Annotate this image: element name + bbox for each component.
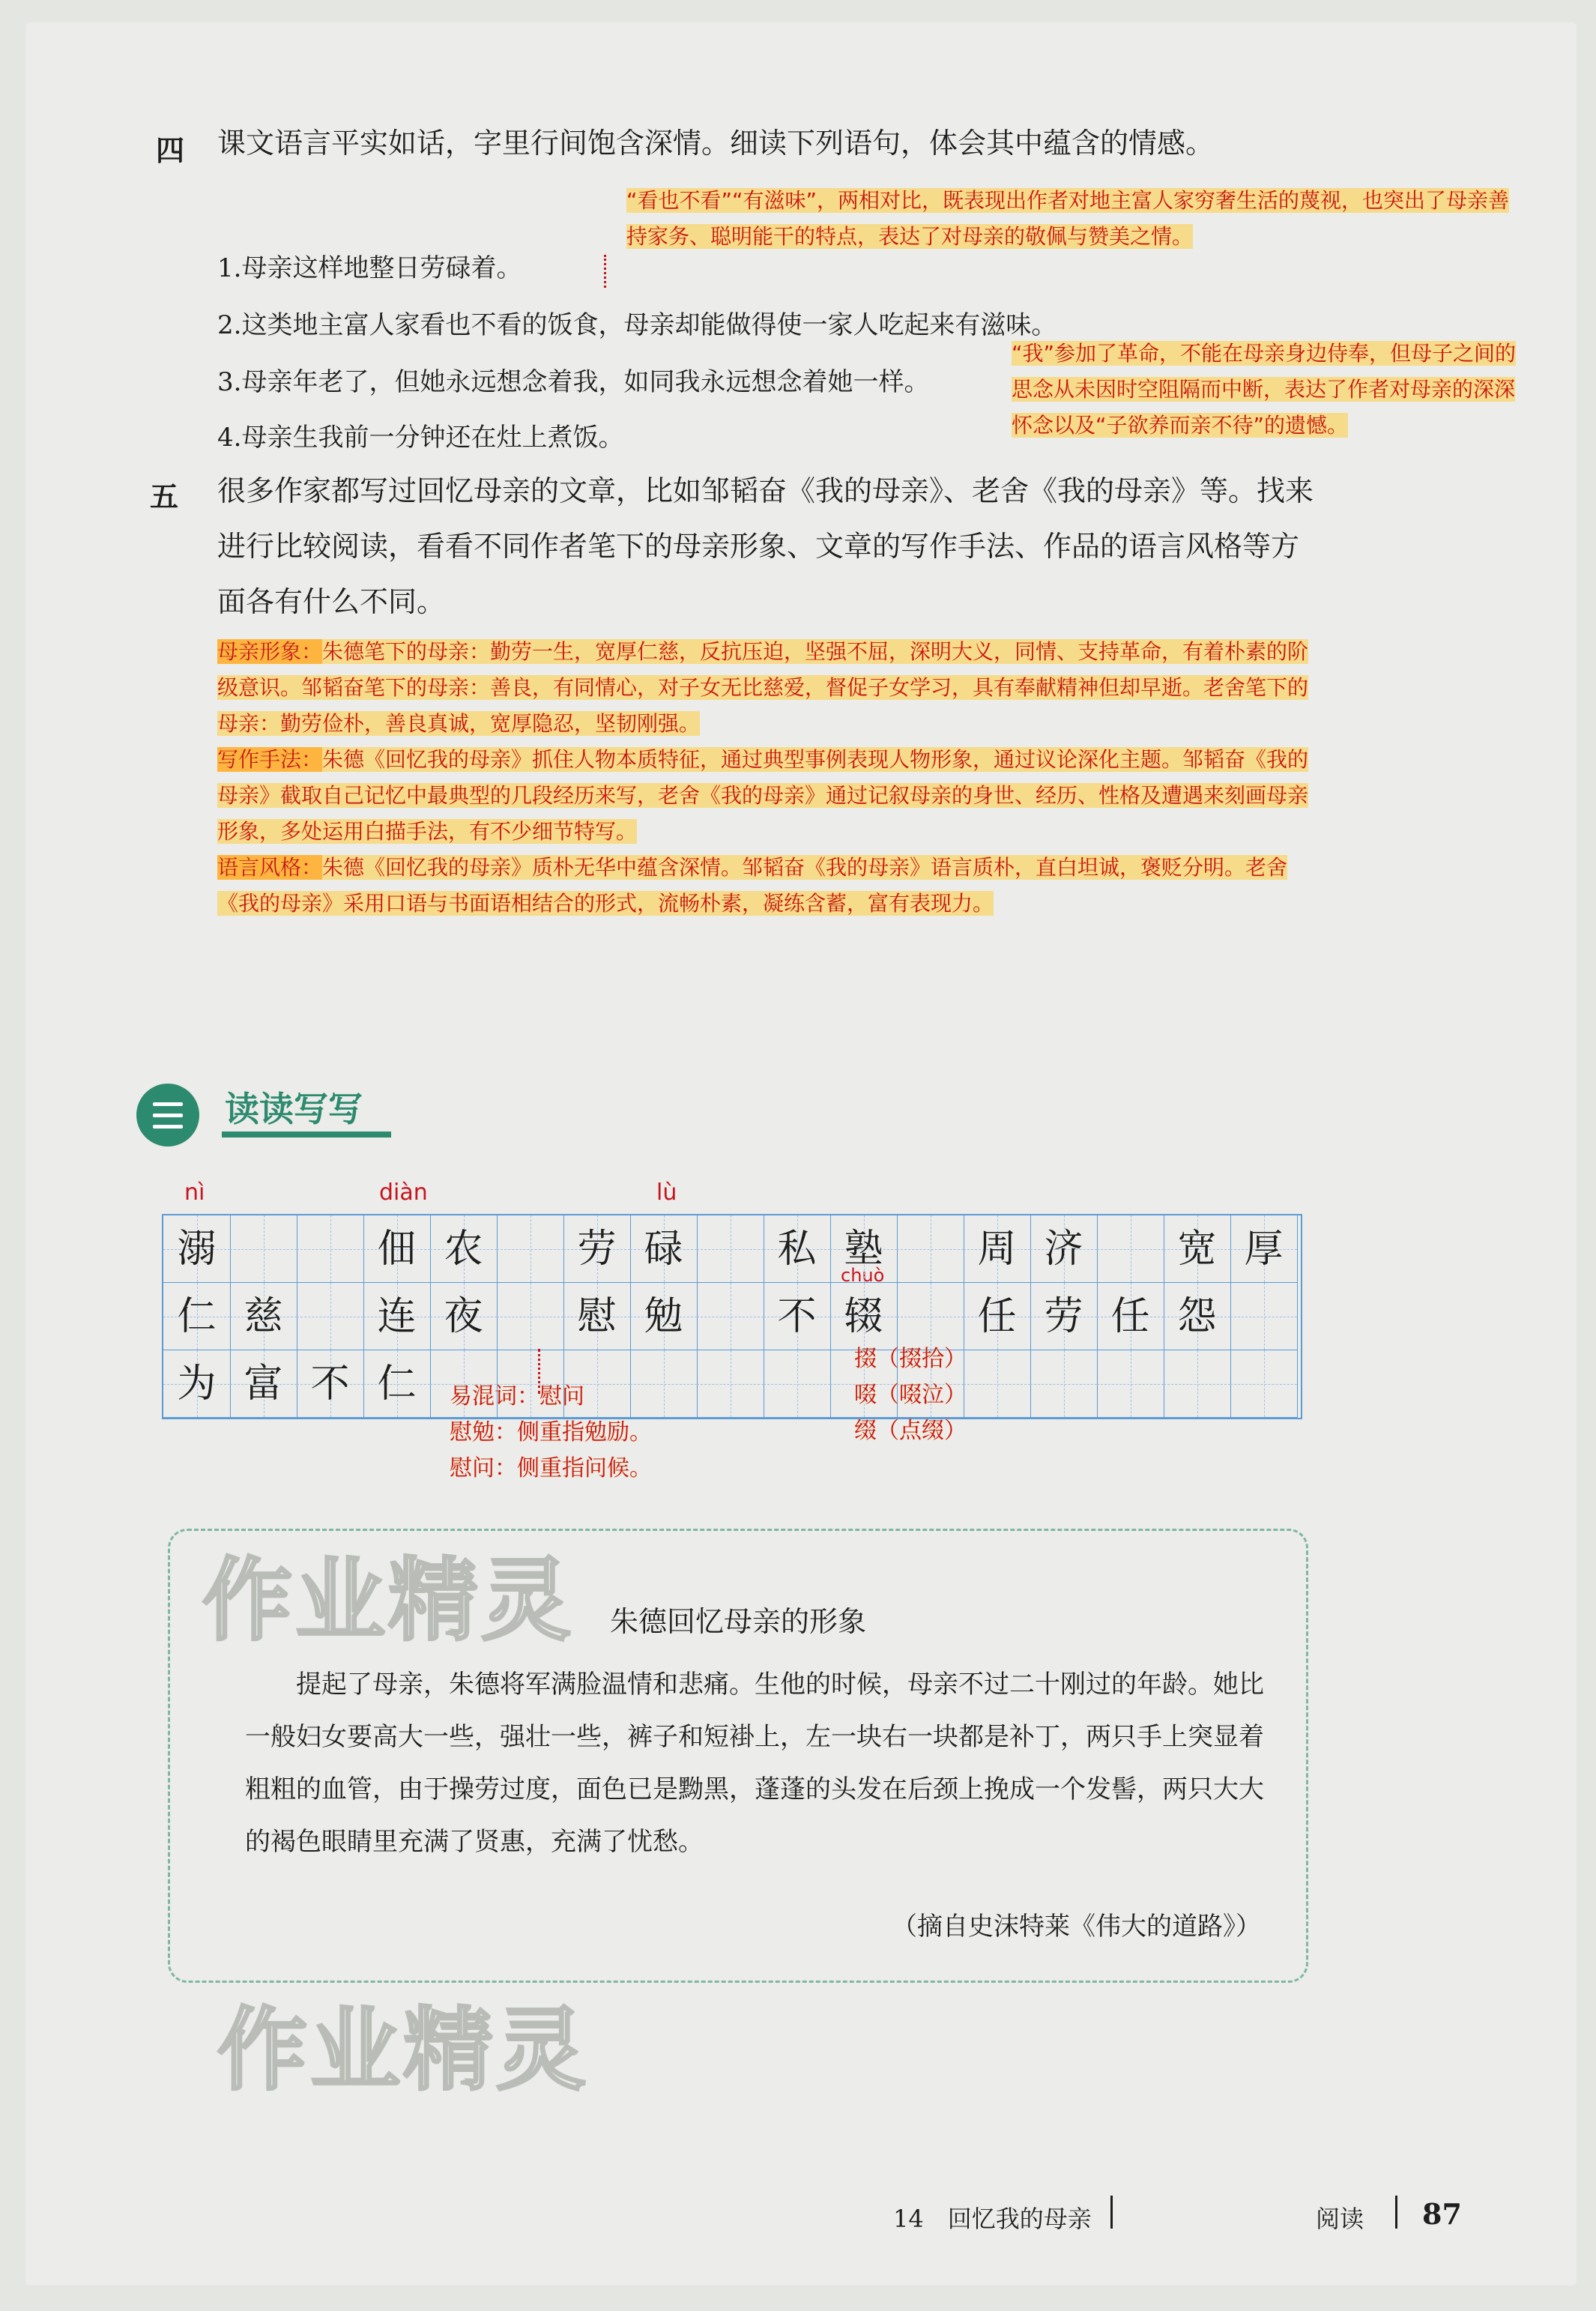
grid-character: 夜 — [444, 1294, 483, 1339]
grid-cell — [764, 1350, 831, 1418]
grid-character: 勉 — [644, 1294, 683, 1339]
question-5-text: 很多作家都写过回忆母亲的文章，比如邹韬奋《我的母亲》、老舍《我的母亲》等。找来进行比较阅读，看看不同作者笔下的母亲形象、文章的写作手法、作品的语言风格等方面各有什么不同。 — [217, 474, 1314, 618]
grid-character: 慈 — [244, 1294, 283, 1339]
grid-cell — [964, 1215, 1031, 1283]
grid-cell — [897, 1283, 964, 1350]
word-grid — [162, 1214, 1302, 1419]
grid-character: 劳 — [1044, 1294, 1083, 1339]
grid-character: 厚 — [1244, 1227, 1284, 1272]
section-title: 读读写写 — [225, 1089, 363, 1129]
grid-cell — [897, 1215, 964, 1283]
grid-cell — [1230, 1215, 1298, 1283]
grid-cell — [1097, 1350, 1164, 1418]
pinyin-dian: diàn — [379, 1179, 428, 1206]
grid-cell — [230, 1215, 297, 1283]
grid-character: 劳 — [577, 1227, 617, 1272]
grid-cell — [1230, 1283, 1298, 1350]
grid-cell — [297, 1350, 364, 1418]
grid-cell — [630, 1283, 698, 1350]
watermark: 作业精灵 — [217, 1999, 589, 2103]
grid-cell — [1164, 1215, 1231, 1283]
grid-cell — [163, 1215, 231, 1283]
grid-character: 私 — [777, 1227, 817, 1272]
question-4-item-2: 2.这类地主富人家看也不看的饭食，母亲却能做得使一家人吃起来有滋味。 — [217, 310, 1057, 340]
section-title-underline — [222, 1132, 391, 1138]
grid-cell — [297, 1283, 364, 1350]
grid-character: 仁 — [377, 1362, 417, 1407]
watermark: 作业精灵 — [202, 1549, 574, 1653]
grid-cell — [1164, 1350, 1231, 1418]
grid-cell — [363, 1283, 431, 1350]
question-4-number: 四 — [156, 133, 185, 167]
grid-cell — [363, 1350, 431, 1418]
grid-cell — [830, 1215, 898, 1283]
grid-character: 仁 — [177, 1294, 217, 1339]
question-4-item-1: 1.母亲这样地整日劳碌着。 — [217, 253, 522, 283]
grid-cell — [430, 1215, 498, 1283]
grid-character: 任 — [1110, 1294, 1150, 1339]
answer-writing-technique: 写作手法：朱德《回忆我的母亲》抓住人物本质特征，通过典型事例表现人物形象，通过议论深化主题。邹韬奋《我的母亲》截取自己记忆中最典型的几段经历来写，老舍《我的母亲》通过记叙母亲的身世、经历、性格及遭遇来刻画母亲形象，多处运用白描手法，有不少细节特写。 — [217, 747, 1309, 844]
grid-cell — [1030, 1350, 1098, 1418]
grid-character: 塾 — [844, 1227, 883, 1272]
grid-cell — [563, 1283, 631, 1350]
grid-character: 富 — [244, 1362, 283, 1407]
grid-cell — [563, 1215, 631, 1283]
grid-cell — [764, 1283, 831, 1350]
grid-character: 农 — [444, 1227, 483, 1272]
homophone-note: 掇（掇拾） 啜（啜泣） 缀（点缀） — [854, 1346, 967, 1444]
grid-character: 辍 — [844, 1294, 883, 1339]
grid-cell — [697, 1215, 764, 1283]
grid-cell — [697, 1350, 764, 1418]
grid-character: 连 — [377, 1294, 417, 1339]
grid-character: 怨 — [1177, 1294, 1217, 1339]
grid-character: 慰 — [577, 1294, 617, 1339]
grid-cell — [297, 1215, 364, 1283]
question-5-number: 五 — [150, 480, 179, 513]
grid-cell — [697, 1283, 764, 1350]
footer-section: 阅读 — [1316, 2205, 1364, 2233]
grid-character: 溺 — [177, 1227, 217, 1272]
grid-character: 碌 — [644, 1227, 683, 1272]
grid-cell — [363, 1215, 431, 1283]
grid-character: 任 — [977, 1294, 1017, 1339]
grid-cell — [230, 1283, 297, 1350]
grid-cell — [1230, 1350, 1298, 1418]
grid-cell — [430, 1283, 498, 1350]
grid-cell — [1164, 1283, 1231, 1350]
pinyin-chuo: chuò — [841, 1265, 885, 1286]
grid-cell — [964, 1283, 1031, 1350]
grid-character: 济 — [1044, 1227, 1083, 1272]
answer-q5 — [217, 634, 1311, 922]
grid-cell — [163, 1283, 231, 1350]
grid-character: 不 — [777, 1294, 817, 1339]
grid-cell — [1097, 1215, 1164, 1283]
grid-cell — [1030, 1215, 1098, 1283]
question-4-text: 课文语言平实如话，字里行间饱含深情。细读下列语句，体会其中蕴含的情感。 — [217, 127, 1215, 160]
footer-divider — [1110, 2196, 1113, 2229]
grid-cell — [1097, 1283, 1164, 1350]
annotation-arrow — [604, 255, 606, 288]
grid-cell — [497, 1215, 564, 1283]
question-4-item-4: 4.母亲生我前一分钟还在灶上煮饭。 — [217, 423, 624, 453]
pinyin-ni: nì — [184, 1179, 205, 1206]
page-number: 87 — [1422, 2197, 1462, 2231]
section-three-icon — [136, 1084, 199, 1147]
grid-character: 不 — [310, 1362, 350, 1407]
footer-lesson: 14 回忆我的母亲 — [893, 2205, 1092, 2233]
answer-mother-image: 母亲形象：朱德笔下的母亲：勤劳一生，宽厚仁慈，反抗压迫，坚强不屈，深明大义，同情、支持革命，有着朴素的阶级意识。邹韬奋笔下的母亲：善良，有同情心，对子女无比慈爱，督促子女学习，具有奉献精神但却早逝。老舍笔下的母亲：勤劳俭朴，善良真诚，宽厚隐忍，坚韧刚强。 — [217, 639, 1309, 736]
confusable-words-note: 易混词：慰问 慰勉：侧重指勉励。 慰问：侧重指问候。 — [450, 1383, 652, 1481]
footer-divider — [1395, 2196, 1397, 2229]
grid-character: 为 — [177, 1362, 217, 1407]
grid-cell — [764, 1215, 831, 1283]
excerpt-title: 朱德回忆母亲的形象 — [609, 1605, 866, 1638]
grid-cell — [497, 1283, 564, 1350]
grid-cell — [830, 1283, 898, 1350]
excerpt-text: 提起了母亲，朱德将军满脸温情和悲痛。生他的时候，母亲不过二十刚过的年龄。她比一般妇女要高大一些，强壮一些，裤子和短褂上，左一块右一块都是补丁，两只手上突显着粗粗的血管，由于操劳过度，面色已是黝黑，蓬蓬的头发在后颈上挽成一个发髻，两只大大的褐色眼睛里充满了贤惠，充满了忧愁。 — [245, 1670, 1264, 1857]
grid-cell — [163, 1350, 231, 1418]
question-4-item-3: 3.母亲年老了，但她永远想念着我，如同我永远想念着她一样。 — [217, 367, 930, 397]
grid-cell — [230, 1350, 297, 1418]
grid-character: 周 — [977, 1227, 1017, 1272]
answer-language-style: 语言风格：朱德《回忆我的母亲》质朴无华中蕴含深情。邹韬奋《我的母亲》语言质朴，直白坦诚，褒贬分明。老舍《我的母亲》采用口语与书面语相结合的形式，流畅朴素，凝练含蓄，富有表现力。 — [217, 855, 1288, 916]
answer-item-2: “看也不看”“有滋味”，两相对比，既表现出作者对地主富人家穷奢生活的蔑视，也突出了母亲善持家务、聪明能干的特点，表达了对母亲的敬佩与赞美之情。 — [626, 188, 1510, 249]
pinyin-lu: lù — [656, 1179, 677, 1206]
grid-character: 宽 — [1177, 1227, 1217, 1272]
excerpt-source: （摘自史沫特莱《伟大的道路》） — [892, 1912, 1261, 1942]
answer-item-3: “我”参加了革命，不能在母亲身边侍奉，但母子之间的思念从未因时空阻隔而中断，表达了作者对母亲的深深怀念以及“子欲养而亲不待”的遗憾。 — [1012, 341, 1517, 438]
grid-cell — [964, 1350, 1031, 1418]
grid-cell — [1030, 1283, 1098, 1350]
grid-cell — [630, 1215, 698, 1283]
grid-character: 佃 — [377, 1227, 417, 1272]
